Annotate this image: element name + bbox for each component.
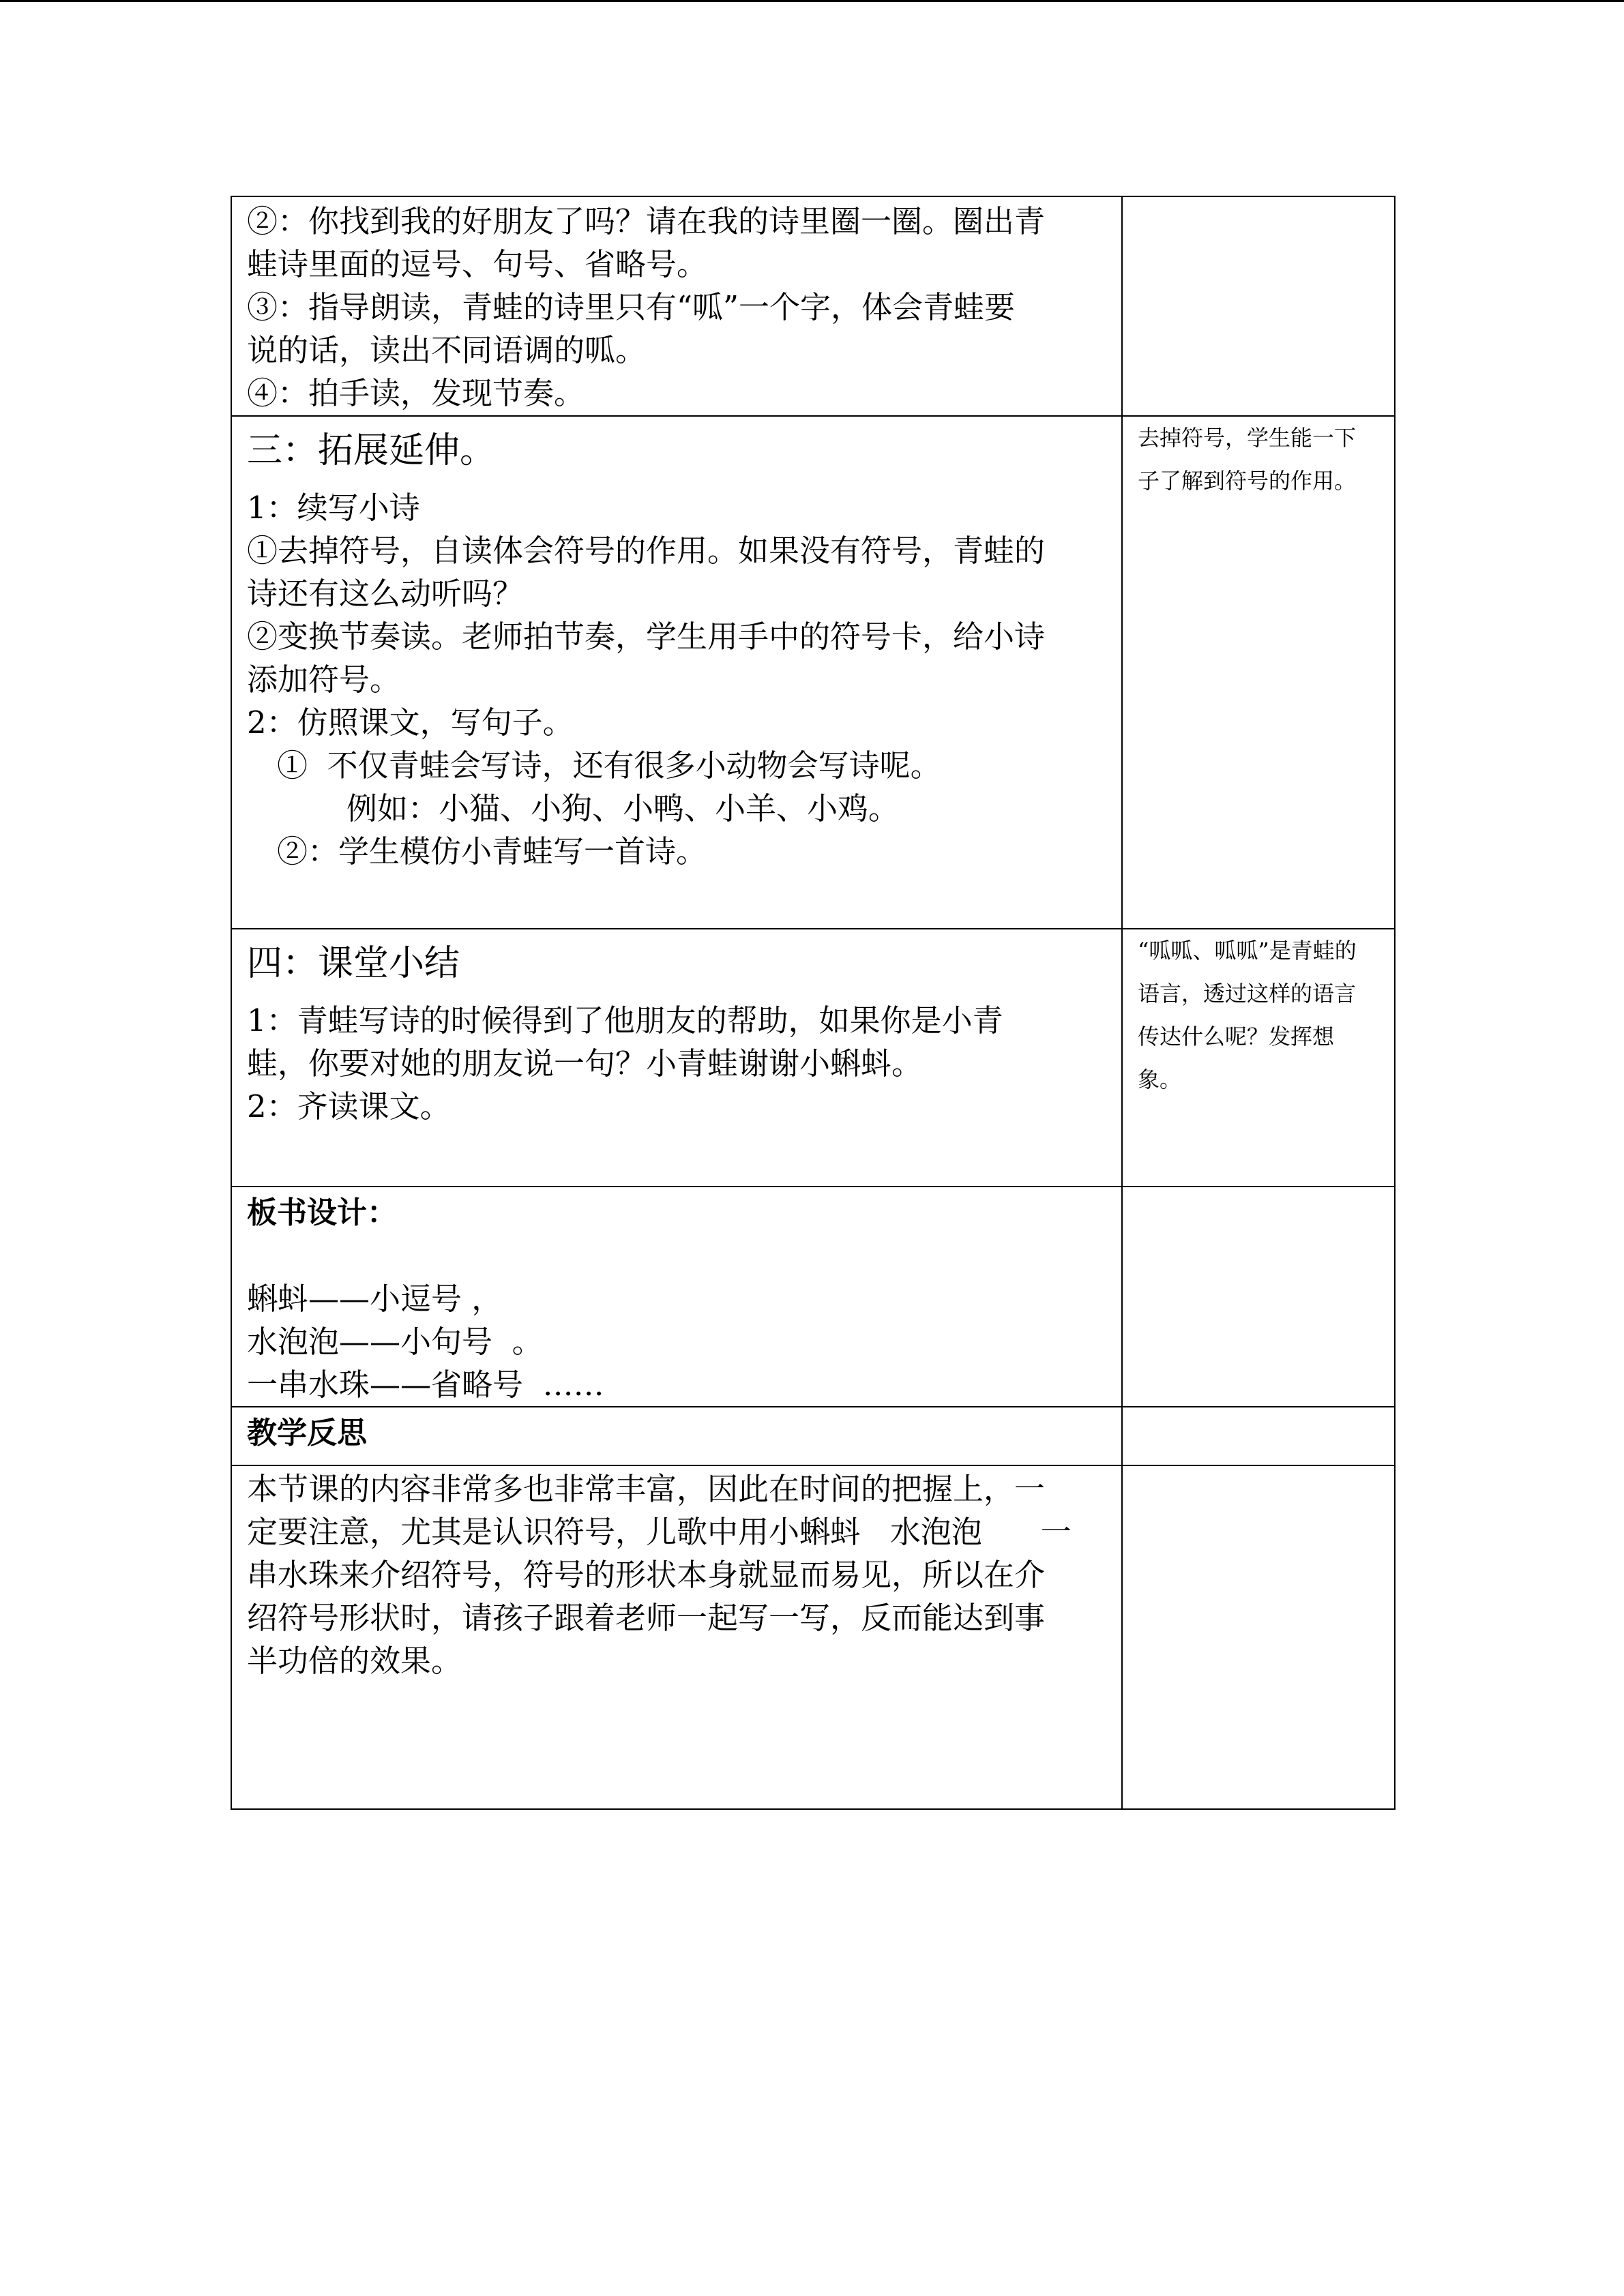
- text-line: ①去掉符号，自读体会符号的作用。如果没有符号，青蛙的: [247, 533, 1046, 569]
- sub-item-example: 例如：小猫、小狗、小鸭、小羊、小鸡。: [346, 790, 900, 826]
- text-line: 诗还有这么动听吗？: [247, 576, 524, 612]
- table-row-extension: [231, 416, 1395, 929]
- text-line: ②变换节奏读。老师拍节奏，学生用手中的符号卡，给小诗: [247, 618, 1046, 655]
- text-line: 串水珠来介绍符号，符号的形状本身就显而易见，所以在介: [247, 1557, 1046, 1593]
- text-line: 说的话，读出不同语调的呱。: [247, 332, 647, 368]
- section-heading: 三：拓展延伸。: [247, 430, 496, 471]
- note-cell: [1122, 196, 1395, 416]
- table-row-reflection-body: [231, 1465, 1395, 1809]
- table-row-summary: [231, 929, 1395, 1187]
- text-line: 本节课的内容非常多也非常丰富，因此在时间的把握上，一: [247, 1471, 1046, 1507]
- main-cell: [231, 1187, 1122, 1407]
- table-row-reading-guidance: [231, 196, 1395, 416]
- text-line: 蛙诗里面的逗号、句号、省略号。: [247, 246, 708, 282]
- main-cell: [231, 1465, 1122, 1809]
- note-cell: [1122, 1407, 1395, 1465]
- blank-line: [247, 1234, 1101, 1277]
- sub-item: ②：学生模仿小青蛙写一首诗。: [277, 833, 707, 869]
- text-line: 1：青蛙写诗的时候得到了他朋友的帮助，如果你是小青: [247, 1002, 1003, 1039]
- text-line: 添加符号。: [247, 661, 401, 698]
- text-line: 半功倍的效果。: [247, 1643, 462, 1679]
- reflection-label: 教学反思: [247, 1416, 367, 1450]
- lesson-plan-table: [231, 196, 1396, 1810]
- note-text: 去掉符号，学生能一下子了解到符号的作用。: [1138, 425, 1357, 494]
- text-line: 一串水珠——省略号 ……: [247, 1367, 604, 1403]
- section-heading: 四：课堂小结: [247, 943, 460, 984]
- text-line: 2：仿照课文，写句子。: [247, 704, 574, 741]
- text-line: 蛙，你要对她的朋友说一句？小青蛙谢谢小蝌蚪。: [247, 1045, 923, 1082]
- note-cell: [1122, 1187, 1395, 1407]
- main-cell: [231, 1407, 1122, 1465]
- text-line: 定要注意，尤其是认识符号，儿歌中用小蝌蚪 水泡泡 一: [247, 1514, 1072, 1550]
- main-cell: [231, 416, 1122, 929]
- note-text: “呱呱、呱呱”是青蛙的语言，透过这样的语言传达什么呢？发挥想象。: [1138, 938, 1357, 1092]
- text-line: 蝌蚪——小逗号 ，: [247, 1281, 503, 1317]
- text-line: ④：拍手读，发现节奏。: [247, 375, 585, 411]
- note-cell: [1122, 1465, 1395, 1809]
- note-cell: [1122, 929, 1395, 1187]
- text-line: 绍符号形状时，请孩子跟着老师一起写一写，反而能达到事: [247, 1600, 1046, 1636]
- table-row-reflection-label: [231, 1407, 1395, 1465]
- text-line: 1：续写小诗: [247, 490, 420, 526]
- text-line: 水泡泡——小句号 。: [247, 1324, 543, 1360]
- table-row-board-design: [231, 1187, 1395, 1407]
- text-line: ②：你找到我的好朋友了吗？请在我的诗里圈一圈。圈出青: [247, 203, 1046, 239]
- main-cell: [231, 196, 1122, 416]
- page-top-border: [0, 0, 1624, 2]
- main-cell: [231, 929, 1122, 1187]
- sub-item: ① 不仅青蛙会写诗，还有很多小动物会写诗呢。: [277, 747, 941, 784]
- board-design-label: 板书设计：: [247, 1195, 397, 1230]
- note-cell: [1122, 416, 1395, 929]
- text-line: 2：齐读课文。: [247, 1088, 451, 1124]
- text-line: ③：指导朗读，青蛙的诗里只有“呱”一个字，体会青蛙要: [247, 289, 1016, 325]
